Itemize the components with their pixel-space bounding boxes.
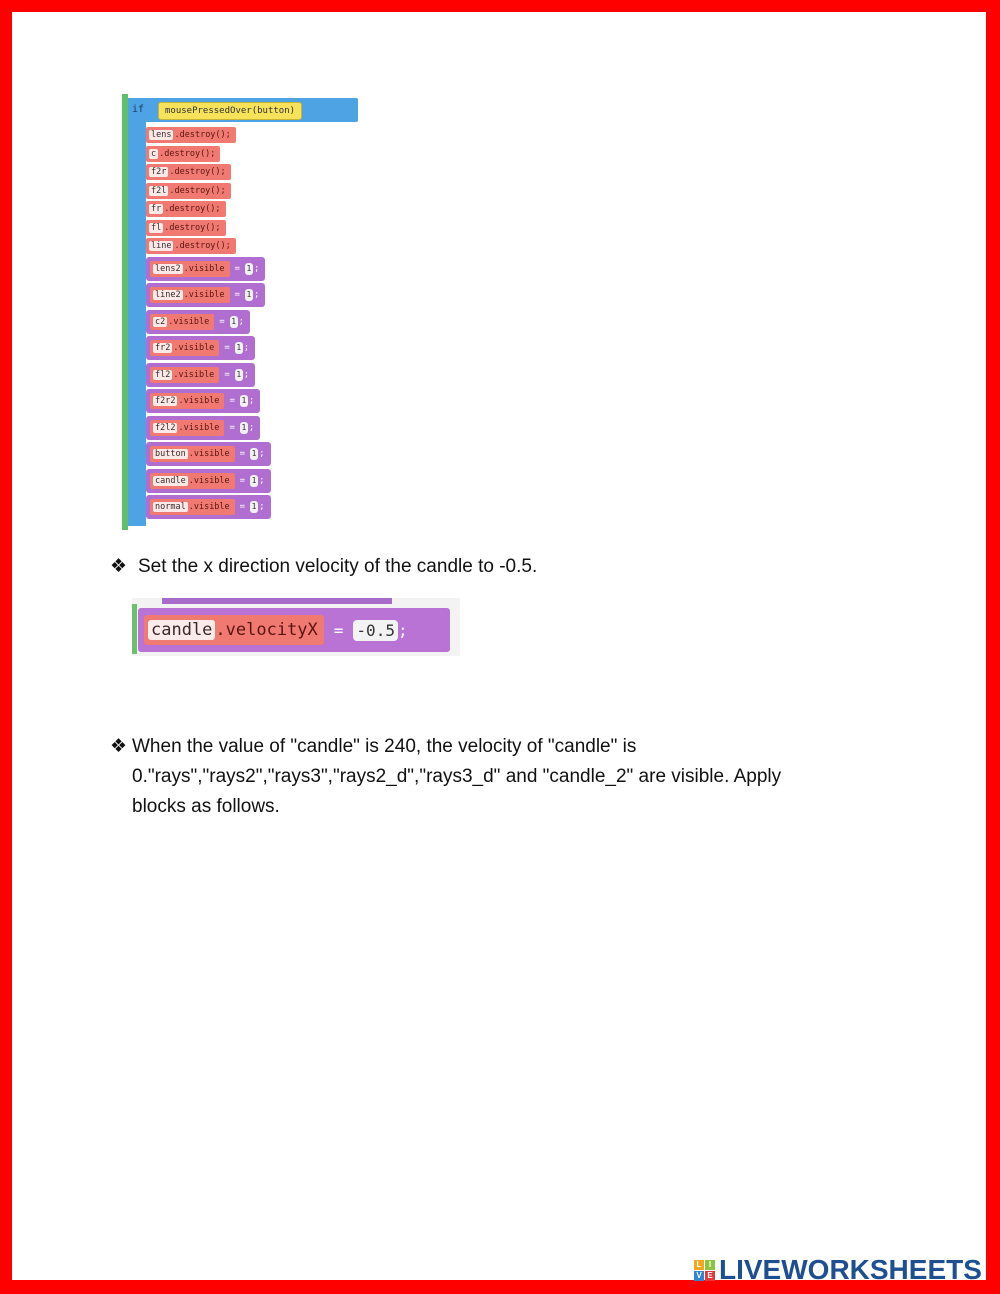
sprite-name: c bbox=[151, 148, 157, 159]
visible-statement bbox=[146, 388, 271, 414]
if-block-body bbox=[128, 98, 146, 526]
equals-sign: = bbox=[333, 620, 344, 640]
visible-property-block bbox=[150, 261, 230, 277]
value-slot: 1 bbox=[251, 502, 257, 511]
velocity-property-block bbox=[144, 615, 324, 645]
bullet-diamond-icon: ❖ bbox=[110, 736, 128, 757]
value-slot: 1 bbox=[241, 422, 247, 432]
value-slot: 1 bbox=[251, 475, 257, 485]
visible-assignment-block bbox=[146, 495, 271, 519]
logo-grid-icon bbox=[694, 1260, 715, 1281]
property-name: .visible bbox=[178, 422, 220, 433]
method-call: .destroy(); bbox=[169, 185, 226, 196]
visible-statement bbox=[146, 415, 271, 441]
property-name: .velocityX bbox=[215, 620, 318, 640]
property-name: .visible bbox=[188, 449, 230, 459]
visible-assignment-block bbox=[146, 416, 260, 440]
visible-statement bbox=[146, 441, 271, 467]
method-call: .destroy(); bbox=[164, 204, 221, 214]
visible-statement bbox=[146, 362, 271, 388]
visible-property-block bbox=[150, 314, 214, 330]
method-call: .destroy(); bbox=[169, 167, 226, 177]
property-name: .visible bbox=[168, 316, 210, 327]
destroy-statement bbox=[146, 163, 271, 181]
logo-grid-cell: V bbox=[694, 1271, 704, 1281]
if-condition: mousePressedOver(button) bbox=[158, 102, 302, 120]
logo-text: LIVEWORKSHEETS bbox=[719, 1254, 982, 1285]
destroy-block bbox=[146, 146, 220, 162]
visible-assignment-block bbox=[146, 469, 271, 493]
sprite-name: fr2 bbox=[155, 343, 171, 353]
semicolon: ; bbox=[259, 449, 265, 459]
value-slot: 1 bbox=[231, 316, 237, 326]
instruction-bullet-1 bbox=[110, 552, 537, 582]
equals-sign: = bbox=[239, 502, 246, 512]
visible-statement bbox=[146, 468, 271, 494]
sprite-name: f2l bbox=[151, 185, 167, 196]
code-block-top-strip bbox=[162, 598, 392, 604]
sprite-name: lens2 bbox=[155, 263, 181, 274]
destroy-statement bbox=[146, 219, 271, 237]
semicolon: ; bbox=[243, 343, 250, 353]
method-call: .destroy(); bbox=[174, 241, 231, 251]
property-name: .visible bbox=[173, 343, 215, 353]
sprite-name: c2 bbox=[155, 316, 166, 327]
visible-property-block bbox=[150, 340, 219, 356]
code-block-candle-velocity bbox=[132, 598, 460, 656]
instruction-text-2-line-1: When the value of "candle" is 240, the velocity of "candle" is bbox=[132, 736, 637, 757]
visible-property-block bbox=[150, 473, 235, 489]
property-name: .visible bbox=[178, 396, 220, 406]
method-call: .destroy(); bbox=[159, 148, 216, 159]
destroy-block bbox=[146, 220, 226, 236]
sprite-name: f2r2 bbox=[155, 396, 176, 406]
visible-property-block bbox=[150, 420, 224, 436]
semicolon: ; bbox=[238, 316, 245, 327]
visible-statement bbox=[146, 335, 271, 361]
visible-statement bbox=[146, 256, 271, 282]
visible-property-block bbox=[150, 287, 230, 303]
sprite-name: line2 bbox=[155, 290, 181, 300]
visible-property-block bbox=[150, 499, 235, 515]
visible-property-block bbox=[150, 393, 224, 409]
sprite-name: lens bbox=[151, 130, 172, 140]
instruction-text-1: Set the x direction velocity of the candle to -0.5. bbox=[138, 556, 538, 577]
value-slot: 1 bbox=[251, 449, 257, 458]
destroy-statement bbox=[146, 182, 271, 200]
semicolon: ; bbox=[397, 620, 408, 640]
velocity-value: -0.5 bbox=[353, 620, 398, 641]
visible-assignment-block bbox=[146, 389, 260, 413]
visible-property-block bbox=[150, 446, 235, 462]
semicolon: ; bbox=[253, 263, 260, 274]
destroy-block bbox=[146, 183, 231, 199]
sprite-name: candle bbox=[148, 620, 215, 640]
visible-assignment-block bbox=[146, 442, 271, 466]
property-name: .visible bbox=[188, 502, 230, 512]
if-keyword: if bbox=[132, 104, 145, 115]
value-slot: 1 bbox=[246, 263, 252, 273]
sprite-name: f2l2 bbox=[155, 422, 176, 433]
property-name: .visible bbox=[173, 369, 215, 380]
visible-property-block bbox=[150, 367, 219, 383]
sprite-name: fl bbox=[151, 222, 162, 233]
destroy-statement bbox=[146, 200, 271, 218]
value-slot: 1 bbox=[236, 343, 242, 352]
equals-sign: = bbox=[219, 316, 225, 327]
property-name: .visible bbox=[183, 290, 225, 300]
logo-grid-cell: L bbox=[694, 1260, 704, 1270]
visible-assignment-block bbox=[146, 283, 265, 307]
semicolon: ; bbox=[243, 369, 250, 380]
equals-sign: = bbox=[224, 369, 230, 380]
value-slot: 1 bbox=[246, 290, 252, 299]
sprite-name: button bbox=[155, 449, 186, 459]
instruction-bullet-2 bbox=[110, 732, 636, 762]
semicolon: ; bbox=[248, 422, 255, 433]
property-name: .visible bbox=[183, 263, 225, 274]
semicolon: ; bbox=[253, 290, 260, 300]
sprite-name: fl2 bbox=[155, 369, 171, 380]
visible-assignment-block bbox=[146, 310, 250, 334]
method-call: .destroy(); bbox=[174, 130, 231, 140]
equals-sign: = bbox=[239, 475, 246, 486]
instruction-text-2-line-2: 0."rays","rays2","rays3","rays2_d","rays3_d" and "candle_2" are visible. Apply bbox=[132, 766, 782, 787]
code-block-left-strip bbox=[132, 604, 137, 654]
equals-sign: = bbox=[234, 263, 240, 274]
visible-statement bbox=[146, 494, 271, 520]
destroy-statement bbox=[146, 126, 271, 144]
semicolon: ; bbox=[259, 475, 265, 486]
logo-grid-cell: E bbox=[705, 1271, 715, 1281]
sprite-name: line bbox=[151, 241, 172, 251]
destroy-statement bbox=[146, 145, 271, 163]
destroy-block bbox=[146, 164, 231, 180]
property-name: .visible bbox=[188, 475, 230, 486]
equals-sign: = bbox=[234, 290, 240, 300]
visible-assignment-block bbox=[146, 363, 255, 387]
liveworksheets-logo bbox=[694, 1254, 982, 1286]
code-block-if-mousepressedover bbox=[120, 94, 360, 532]
visible-assignment-block bbox=[146, 336, 255, 360]
semicolon: ; bbox=[259, 502, 265, 512]
velocity-assignment-block bbox=[138, 608, 450, 652]
sprite-name: normal bbox=[155, 502, 186, 512]
sprite-name: candle bbox=[155, 475, 186, 486]
visible-statement bbox=[146, 309, 271, 335]
instruction-text-2-line-3: blocks as follows. bbox=[132, 796, 280, 817]
equals-sign: = bbox=[229, 396, 235, 406]
if-block-statements bbox=[146, 126, 271, 521]
destroy-block bbox=[146, 238, 236, 254]
destroy-block bbox=[146, 127, 236, 143]
equals-sign: = bbox=[224, 343, 230, 353]
destroy-statement bbox=[146, 237, 271, 255]
method-call: .destroy(); bbox=[164, 222, 221, 233]
sprite-name: fr bbox=[151, 204, 162, 214]
equals-sign: = bbox=[239, 449, 246, 459]
sprite-name: f2r bbox=[151, 167, 167, 177]
semicolon: ; bbox=[248, 396, 255, 406]
visible-statement bbox=[146, 282, 271, 308]
value-slot: 1 bbox=[236, 369, 242, 379]
visible-assignment-block bbox=[146, 257, 265, 281]
destroy-block bbox=[146, 201, 226, 217]
value-slot: 1 bbox=[241, 396, 247, 405]
bullet-diamond-icon: ❖ bbox=[110, 556, 128, 577]
equals-sign: = bbox=[229, 422, 235, 433]
logo-grid-cell: I bbox=[705, 1260, 715, 1270]
